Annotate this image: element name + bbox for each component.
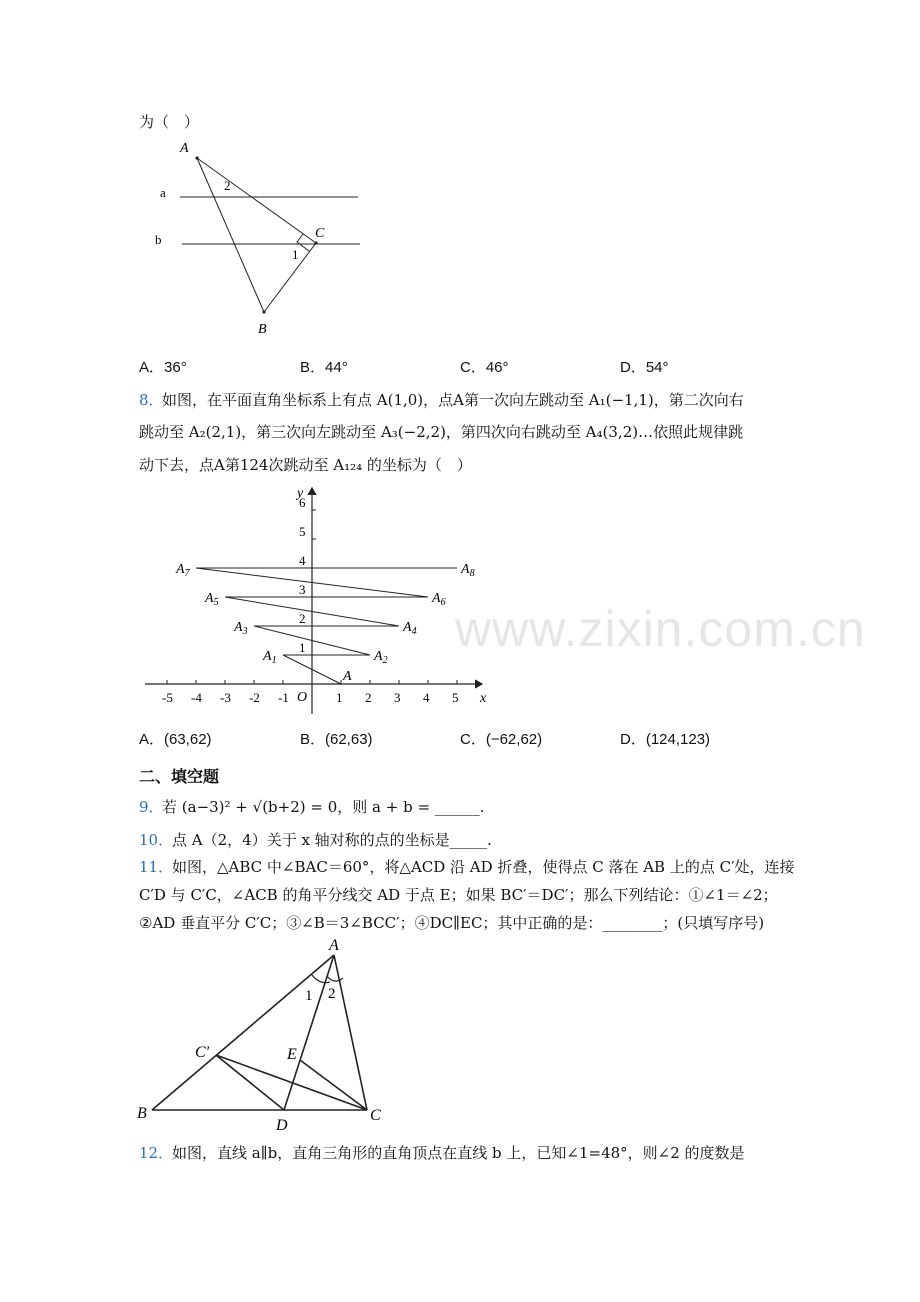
q8-option-b: B．(62,63)	[300, 731, 373, 748]
q9-number: 9．	[139, 798, 164, 816]
y-tick-label: 4	[299, 553, 306, 568]
x-tick-label: 1	[336, 690, 343, 705]
q8-number: 8．	[139, 391, 164, 409]
watermark: www.zixin.com.cn	[455, 601, 866, 657]
q11-label-E: E	[287, 1046, 297, 1063]
point-label: $A_6$	[432, 591, 446, 608]
point-label: A	[343, 669, 352, 684]
q8-option-a: A．(63,62)	[139, 731, 212, 748]
q7-label-C: C	[315, 226, 325, 241]
x-tick-label: -3	[220, 690, 231, 705]
q7-option-d: D．54°	[620, 359, 669, 376]
q11-angle-2: 2	[328, 986, 336, 1002]
x-tick-label: 2	[365, 690, 372, 705]
q12-text: 如图，直线 a∥b，直角三角形的直角顶点在直线 b 上，已知∠1=48°，则∠2 的度数是	[172, 1144, 745, 1162]
q11-number: 11．	[139, 858, 174, 876]
x-tick-label: 4	[423, 690, 430, 705]
x-tick-label: -5	[162, 690, 173, 705]
q7-option-b: B．44°	[300, 359, 348, 376]
x-tick-label: -2	[249, 690, 260, 705]
q11-line-2: C′D 与 C′C，∠ACB 的角平分线交 AD 于点 E；如果 BC′＝DC′；那么下列结论：①∠1＝∠2；	[139, 886, 778, 904]
x-tick-label: -4	[191, 690, 202, 705]
section-heading: 二、填空题	[139, 767, 220, 786]
q11-label-A: A	[329, 937, 339, 954]
y-tick-label: 5	[299, 524, 306, 539]
point-label: $A_3$	[234, 620, 248, 637]
q11-angle-1: 1	[305, 988, 313, 1004]
q7-line-b: b	[155, 232, 162, 247]
q11-label-D: D	[276, 1117, 288, 1134]
y-tick-label: 3	[299, 582, 306, 597]
q8-line-1: 如图，在平面直角坐标系上有点 A(1,0)，点A第一次向左跳动至 A₁(−1,1)，第二次向右	[162, 391, 744, 409]
q10-text: 点 A（2，4）关于 x 轴对称的点的坐标是_____.	[172, 831, 492, 849]
q7-line-a: a	[160, 185, 166, 200]
x-tick-label: 3	[394, 690, 401, 705]
q7-option-c: C．46°	[460, 359, 509, 376]
q8-option-c: C．(−62,62)	[460, 731, 543, 748]
q11-label-C-prime: C′	[195, 1044, 210, 1061]
q11-line-1: 如图，△ABC 中∠BAC＝60°，将△ACD 沿 AD 折叠，使得点 C 落在 AB 上的点 C′处，连接	[172, 858, 795, 876]
point-label: $A_2$	[374, 649, 388, 666]
q7-label-A: A	[180, 141, 189, 156]
point-label: $A_1$	[263, 649, 277, 666]
point-label: $A_4$	[403, 620, 417, 637]
y-tick-label: 6	[299, 495, 306, 510]
x-tick-label: 5	[452, 690, 459, 705]
q11-label-C: C	[370, 1107, 381, 1124]
q11-label-B: B	[137, 1105, 147, 1122]
point-label: $A_7$	[176, 562, 190, 579]
q7-angle-2: 2	[224, 178, 231, 193]
q12-number: 12．	[139, 1144, 174, 1162]
q8-line-2: 跳动至 A₂(2,1)，第三次向左跳动至 A₃(−2,2)，第四次向右跳动至 A₄(3,2)…依照此规律跳	[139, 423, 744, 441]
y-axis-label: y	[297, 486, 304, 501]
q7-angle-1: 1	[292, 247, 299, 262]
point-label: $A_5$	[205, 591, 219, 608]
y-tick-label: 2	[299, 611, 306, 626]
origin-label: O	[297, 690, 308, 705]
q7-tail: 为（ ）	[139, 113, 200, 131]
q10-number: 10．	[139, 831, 174, 849]
point-label: $A_8$	[461, 562, 475, 579]
x-tick-label: -1	[278, 690, 289, 705]
q11-line-3: ②AD 垂直平分 C′C；③∠B＝3∠BCC′；④DC∥EC；其中正确的是：________；(只填写序号)	[139, 914, 765, 932]
q7-label-B: B	[258, 322, 267, 337]
q8-option-d: D．(124,123)	[620, 731, 711, 748]
q9-text: 若 (a−3)² + √(b+2) = 0，则 a + b = ______.	[162, 798, 485, 816]
q8-line-3: 动下去，点A第124次跳动至 A₁₂₄ 的坐标为（ ）	[139, 456, 472, 474]
q7-option-a: A．36°	[139, 359, 187, 376]
x-axis-label: x	[480, 691, 487, 706]
y-tick-label: 1	[299, 640, 306, 655]
